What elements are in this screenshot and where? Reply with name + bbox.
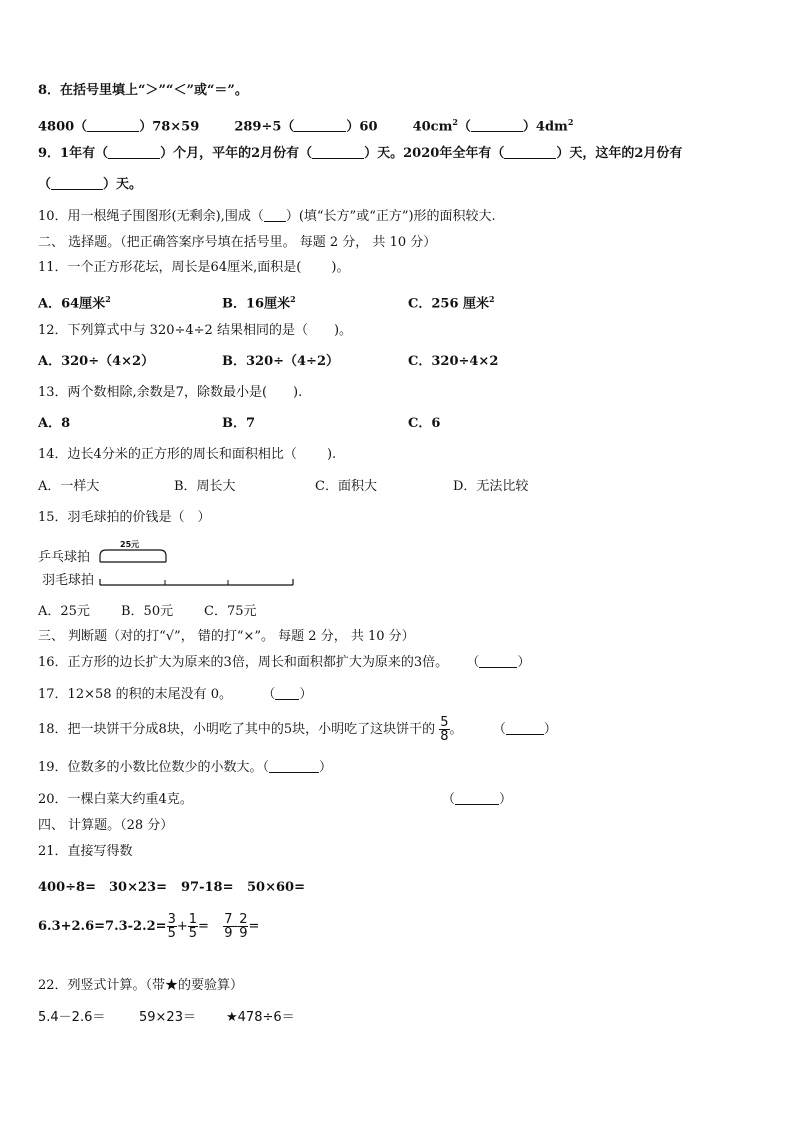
q13-option-a[interactable]: A．8 bbox=[38, 416, 71, 431]
q22-title: 22．列竖式计算。（带★的要验算） bbox=[38, 978, 244, 993]
section-2-heading: 二、 选择题。（把正确答案序号填在括号里。 每题 2 分， 共 10 分） bbox=[38, 235, 437, 250]
q21-row2: 6.3+2.6=7.3-2.2= $\frac{3}{5}$ + $\frac{1}{5}$ = $\frac{7}{9}$ - $\frac{2}{9}$ = bbox=[38, 912, 260, 941]
q9-p1: 9．1年有（ bbox=[38, 146, 109, 161]
q14-option-c[interactable]: C．面积大 bbox=[315, 479, 377, 494]
q9-p2: ）个月，平年的2月份有（ bbox=[160, 146, 313, 161]
q15-brace bbox=[100, 550, 166, 562]
q9-line1 bbox=[38, 145, 682, 163]
q21-item-4: 50×60= bbox=[247, 880, 305, 895]
q20-answer-blank[interactable] bbox=[455, 792, 499, 805]
q9-blank1[interactable] bbox=[108, 146, 160, 159]
q17-line: 17．12×58 的积的末尾没有 0。 （ ） bbox=[38, 687, 313, 702]
q8-b-left: 289÷5（ bbox=[234, 119, 295, 135]
q13-text: 13．两个数相除,余数是7，除数最小是( ). bbox=[38, 385, 303, 400]
q11-option-a[interactable]: A．64厘米$^2$ bbox=[38, 294, 111, 312]
q15-option-c[interactable]: C．75元 bbox=[204, 604, 257, 619]
q14-option-d[interactable]: D．无法比较 bbox=[453, 479, 529, 494]
q15-diagram bbox=[36, 538, 306, 592]
q8-b-right: ）60 bbox=[346, 119, 378, 135]
q18-answer-blank[interactable] bbox=[506, 722, 544, 735]
q20-answer: （ ） bbox=[442, 792, 513, 807]
q17-answer-blank[interactable] bbox=[275, 687, 299, 700]
q21-frac-3: $\frac{7}{9}$ bbox=[224, 912, 233, 941]
q15-text: 15．羽毛球拍的价钱是（ ） bbox=[38, 510, 211, 525]
q8-a-right: ）78×59 bbox=[139, 119, 200, 135]
q22-item-1: 5.4－2.6＝ bbox=[38, 1010, 106, 1025]
q12-option-c[interactable]: C．320÷4×2 bbox=[408, 354, 499, 369]
q15-label-badminton: 羽毛球拍 bbox=[42, 573, 95, 588]
q18-line: 18．把一块饼干分成8块，小明吃了其中的5块，小明吃了这块饼干的 $\frac{5}{8}$ 。 （ ） bbox=[38, 715, 557, 744]
q14-option-b[interactable]: B．周长大 bbox=[174, 479, 236, 494]
q9-line2 bbox=[38, 176, 142, 194]
q14-option-a[interactable]: A．一样大 bbox=[38, 479, 100, 494]
q9-p3: ）天。2020年全年有（ bbox=[364, 146, 505, 161]
q8-c-sup2: 2 bbox=[567, 117, 574, 127]
q11-option-b[interactable]: B．16厘米$^2$ bbox=[222, 294, 296, 312]
q10-blank[interactable] bbox=[264, 209, 286, 222]
q21-frac-2: $\frac{1}{5}$ bbox=[188, 912, 198, 941]
q9-p4: ）天，这年的2月份有 bbox=[556, 146, 683, 161]
q21-title: 21．直接写得数 bbox=[38, 844, 133, 859]
q14-text: 14．边长4分米的正方形的周长和面积相比（ ). bbox=[38, 447, 337, 462]
q21-item-5: 6.3+2.6= bbox=[38, 919, 106, 934]
q8-c-mid: （ bbox=[457, 119, 471, 135]
q22-item-2: 59×23＝ bbox=[139, 1010, 196, 1025]
q15-label-pingpong: 乒乓球拍 bbox=[38, 550, 91, 565]
q22-item-3: ★478÷6＝ bbox=[226, 1010, 295, 1025]
q21-frac-1: $\frac{3}{5}$ bbox=[167, 912, 176, 941]
q12-option-b[interactable]: B．320÷（4÷2） bbox=[222, 354, 340, 369]
section-4-heading: 四、 计算题。（28 分） bbox=[38, 818, 174, 833]
q13-option-c[interactable]: C．6 bbox=[408, 416, 441, 431]
q9-blank2[interactable] bbox=[312, 146, 364, 159]
q13-option-b[interactable]: B．7 bbox=[222, 416, 256, 431]
q10-line bbox=[38, 208, 496, 226]
q19-text: 19．位数多的小数比位数少的小数大。（ bbox=[38, 760, 270, 775]
q19-answer-blank[interactable] bbox=[269, 760, 319, 773]
q21-item-3: 97-18= bbox=[181, 880, 234, 895]
q18-fraction: $\frac{5}{8}$ bbox=[440, 715, 449, 744]
q8-a-left: 4800（ bbox=[38, 119, 88, 135]
q8-c-sup: 2 bbox=[452, 117, 458, 127]
q8-b-blank[interactable] bbox=[294, 119, 346, 132]
q16-answer-blank[interactable] bbox=[479, 655, 517, 668]
q18-text: 18．把一块饼干分成8块，小明吃了其中的5块，小明吃了这块饼干的 bbox=[38, 722, 436, 737]
q9-blank3[interactable] bbox=[504, 146, 556, 159]
q16-text: 16．正方形的边长扩大为原来的3倍，周长和面积都扩大为原来的3倍。 bbox=[38, 655, 449, 670]
q19-line: 19．位数多的小数比位数少的小数大。（ ） bbox=[38, 760, 333, 775]
q9-blank4[interactable] bbox=[51, 177, 103, 190]
q21-item-2: 30×23= bbox=[109, 880, 167, 895]
q20-text: 20．一棵白菜大约重4克。 bbox=[38, 792, 193, 807]
q8-c-blank[interactable] bbox=[471, 119, 523, 132]
q10-p2: ）(填“长方”或“正方”)形的面积较大. bbox=[285, 209, 496, 224]
q17-text: 17．12×58 的积的末尾没有 0。 bbox=[38, 687, 233, 702]
q8-title: 8．在括号里填上“＞”“＜”或“＝”。 bbox=[38, 83, 248, 98]
q15-option-a[interactable]: A．25元 bbox=[38, 604, 90, 619]
q8-items bbox=[38, 113, 573, 136]
section-3-heading: 三、 判断题（对的打“√”， 错的打“×”。 每题 2 分， 共 10 分） bbox=[38, 629, 415, 644]
q9-l2b: ）天。 bbox=[103, 177, 143, 192]
q10-p1: 10．用一根绳子围图形(无剩余),围成（ bbox=[38, 209, 264, 224]
q8-c-left: 40cm bbox=[412, 119, 453, 135]
q16-line: 16．正方形的边长扩大为原来的3倍，周长和面积都扩大为原来的3倍。 （ ） bbox=[38, 655, 531, 670]
q15-price-label: 25元 bbox=[120, 540, 140, 549]
q8-a-blank[interactable] bbox=[87, 119, 139, 132]
q21-frac-4: $\frac{2}{9}$ bbox=[239, 912, 248, 941]
q12-option-a[interactable]: A．320÷（4×2） bbox=[38, 354, 155, 369]
q12-text: 12．下列算式中与 320÷4÷2 结果相同的是（ )。 bbox=[38, 323, 353, 338]
q21-item-6: 7.3-2.2= bbox=[105, 919, 167, 934]
q9-l2a: （ bbox=[38, 177, 52, 192]
q21-item-1: 400÷8= bbox=[38, 880, 96, 895]
q8-c-right: ）4dm bbox=[522, 119, 568, 135]
q11-text: 11．一个正方形花坛，周长是64厘米,面积是( )。 bbox=[38, 260, 350, 275]
q11-option-c[interactable]: C．256 厘米$^2$ bbox=[408, 294, 495, 312]
q15-option-b[interactable]: B．50元 bbox=[121, 604, 174, 619]
